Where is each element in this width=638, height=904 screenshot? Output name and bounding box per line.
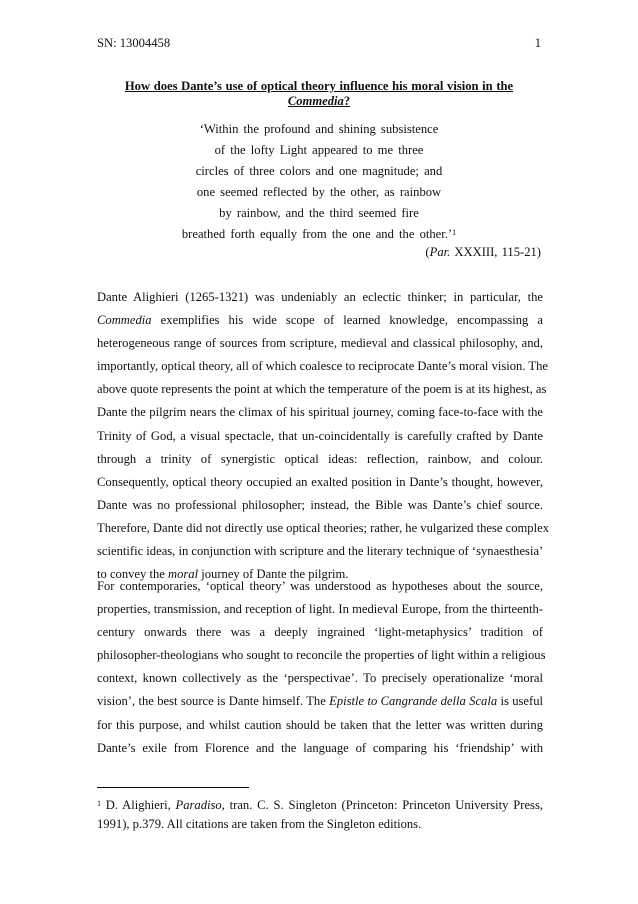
- page-header: [97, 36, 541, 52]
- quote-line: breathed forth equally from the one and the other.’: [181, 227, 453, 241]
- citation-open-paren: (: [425, 245, 430, 259]
- line-text: to convey the: [97, 567, 168, 582]
- line-text: , tran. C. S. Singleton (Princeton: Princeton University Press,: [221, 798, 543, 812]
- paragraph-2: [97, 575, 546, 760]
- quote-citation: [425, 245, 541, 260]
- paragraph-line: importantly, optical theory, all of which coalesce to reciprocate Dante’s moral vision. The: [97, 359, 549, 374]
- citation-reference: XXXIII, 115-21): [450, 245, 541, 259]
- quote-line: of the lofty Light appeared to me three: [214, 143, 424, 157]
- footnote-marker: 1: [97, 799, 101, 808]
- epigraph-quote: [97, 119, 541, 245]
- quote-line: by rainbow, and the third seemed fire: [219, 206, 419, 220]
- footnote-separator: [97, 787, 249, 788]
- footnote-reference: 1: [452, 228, 457, 237]
- footnote: [97, 796, 543, 833]
- paragraph-line: philosopher-theologians who sought to reconcile the properties of light within a religious: [97, 648, 546, 663]
- paragraph-line: Dante Alighieri (1265-1321) was undeniably an eclectic thinker; in particular, the: [97, 290, 543, 304]
- paragraph-line: Consequently, optical theory occupied an exalted position in Dante’s thought, however,: [97, 474, 543, 489]
- footnote-line: 1991), p.379. All citations are taken from the Singleton editions.: [97, 816, 422, 831]
- paragraph-line: Dante the pilgrim nears the climax of his spiritual journey, coming face-to-face with the: [97, 405, 543, 420]
- quote-line: ‘Within the profound and shining subsistence: [199, 122, 439, 136]
- italic-moral: moral: [168, 567, 199, 582]
- quote-line: circles of three colors and one magnitude; and: [195, 164, 443, 178]
- quote-line-last: [97, 224, 541, 245]
- paragraph-line: Therefore, Dante did not directly use optical theories; rather, he vulgarized these complex: [97, 520, 549, 535]
- line-text: is useful: [497, 694, 544, 709]
- paragraph-line: for this purpose, and whilst caution should be taken that the letter was written during: [97, 717, 543, 732]
- citation-book: Par.: [429, 245, 451, 259]
- paragraph-line: context, known collectively as the ‘perspectivae’. To precisely operationalize ‘moral: [97, 671, 543, 686]
- paragraph-line: properties, transmission, and reception of light. In medieval Europe, from the thirteenth-: [97, 602, 543, 617]
- line-text: D. Alighieri,: [101, 798, 176, 812]
- quote-line: one seemed reflected by the other, as rainbow: [196, 185, 442, 199]
- italic-commedia: Commedia: [97, 313, 152, 328]
- line-text: journey of Dante the pilgrim.: [198, 567, 349, 582]
- line-text: vision’, the best source is Dante himself. The: [97, 694, 330, 709]
- student-number: SN: 13004458: [97, 36, 171, 50]
- paragraph-line: scientific ideas, in conjunction with scripture and the literary technique of ‘synaesthesia’: [97, 544, 544, 559]
- paragraph-line: Dante was no professional philosopher; instead, the Bible was Dante’s chief source.: [97, 497, 543, 512]
- essay-title: [97, 79, 541, 109]
- line-text: exemplifies his wide scope of learned knowledge, encompassing a: [151, 313, 543, 328]
- title-text: How does Dante’s use of optical theory influence his moral vision in the: [124, 79, 514, 93]
- footnote-line: [97, 796, 543, 815]
- paragraph-line: [97, 309, 543, 332]
- paragraph-line: century onwards there was a deeply ingrained ‘light-metaphysics’ tradition of: [97, 625, 543, 640]
- paragraph-line: Trinity of God, a visual spectacle, that un-coincidentally is carefully crafted by Dante: [97, 428, 543, 443]
- title-question-mark: ?: [343, 94, 351, 108]
- page-number: 1: [534, 36, 541, 50]
- paragraph-line: Dante’s exile from Florence and the language of comparing his ‘friendship’ with: [97, 740, 543, 755]
- title-italic-word: Commedia: [287, 94, 344, 108]
- paragraph-line: through a trinity of synergistic optical ideas: reflection, rainbow, and colour.: [97, 451, 543, 466]
- paragraph-line: [97, 690, 543, 713]
- paragraph-1: [97, 286, 549, 586]
- paragraph-line: heterogeneous range of sources from scripture, medieval and classical philosophy, and,: [97, 336, 543, 351]
- paragraph-line: For contemporaries, ‘optical theory’ was understood as hypotheses about the source,: [97, 579, 543, 593]
- italic-paradiso: Paradiso: [175, 798, 222, 812]
- paragraph-line: above quote represents the point at which the temperature of the poem is at its highest, as: [97, 382, 547, 397]
- italic-epistle-title: Epistle to Cangrande della Scala: [329, 694, 498, 709]
